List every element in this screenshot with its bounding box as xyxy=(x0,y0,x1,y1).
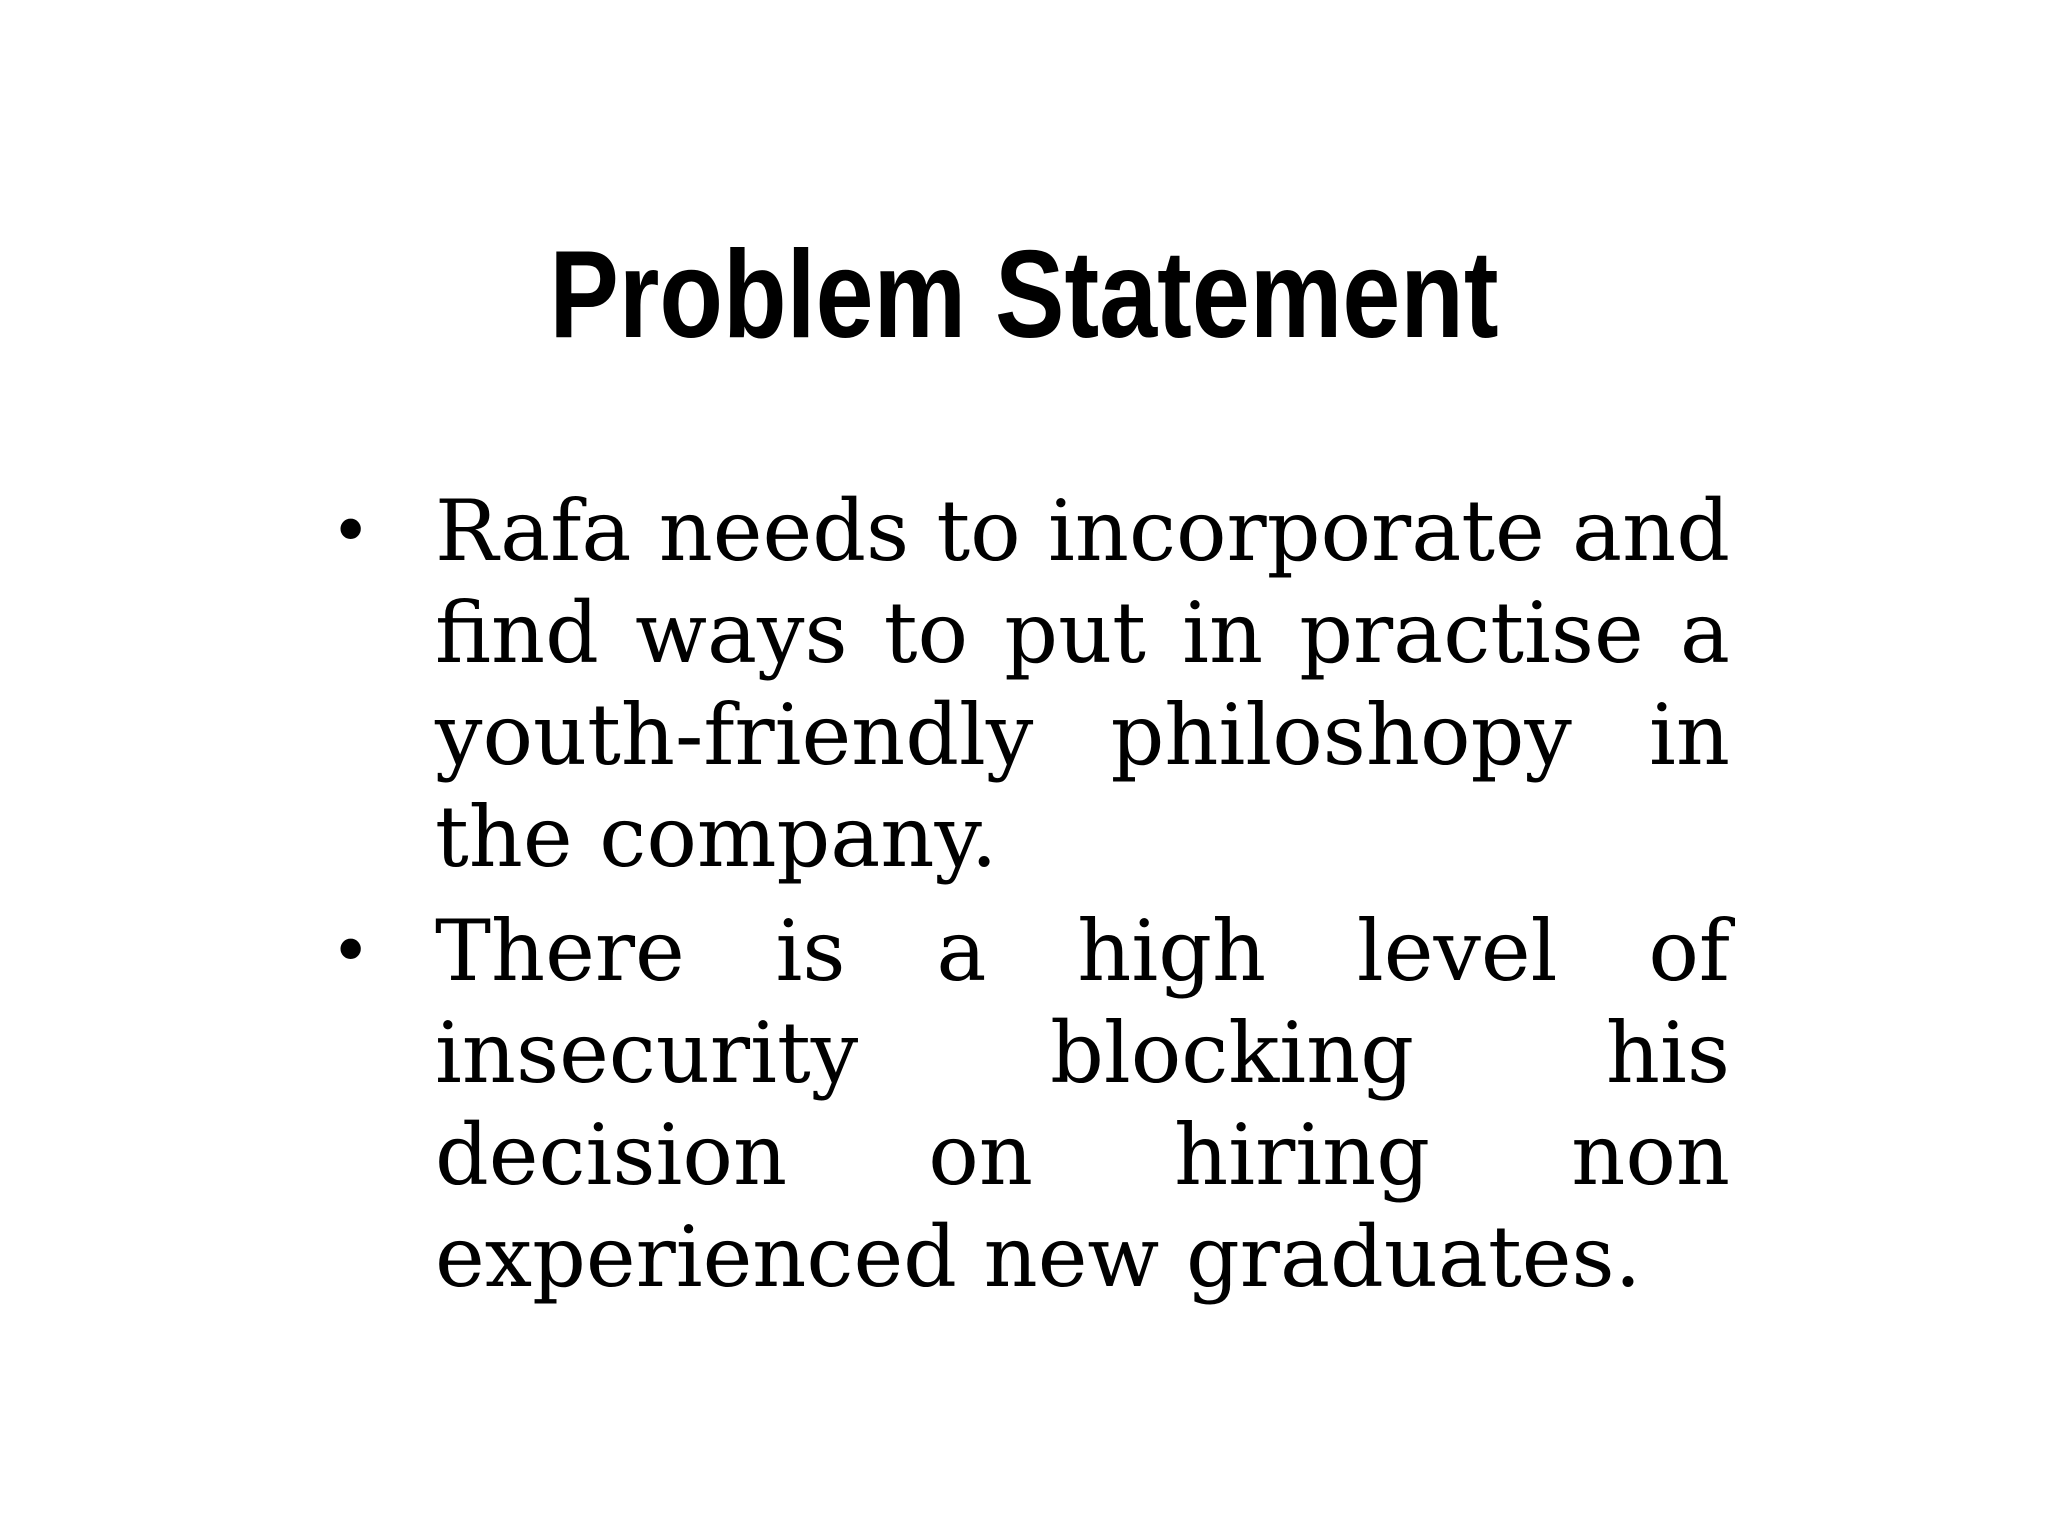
bullet-dot-icon: • xyxy=(330,910,372,992)
bullet-dot-icon: • xyxy=(330,490,372,572)
slide-title: Problem Statement xyxy=(549,226,1499,364)
bullet-text: Rafa needs to incorporate and find ways to put in practise a youth-friendly philoshopy in the company. xyxy=(435,482,1730,886)
bullet-text: There is a high level of insecurity blocking his decision on hiring non experienced new graduates. xyxy=(435,902,1730,1306)
